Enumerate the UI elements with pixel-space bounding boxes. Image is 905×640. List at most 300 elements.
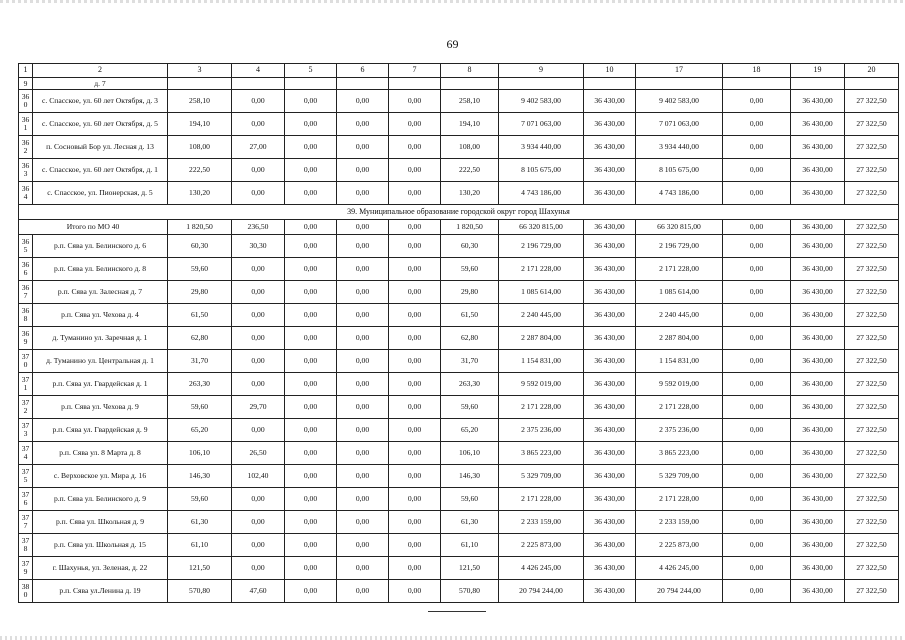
area-cell: 263,30 <box>168 373 232 396</box>
col6-cell: 0,00 <box>337 136 389 159</box>
area-cell: 31,70 <box>168 350 232 373</box>
address-cell: р.п. Сява ул. Чехова д. 4 <box>33 304 168 327</box>
col19-cell: 36 430,00 <box>791 235 845 258</box>
table-row <box>19 159 899 182</box>
col6-cell: 0,00 <box>337 350 389 373</box>
col10-cell: 36 430,00 <box>584 442 636 465</box>
col9-cell: 3 865 223,00 <box>499 442 584 465</box>
col9-cell: 1 085 614,00 <box>499 281 584 304</box>
col17-cell: 9 592 019,00 <box>636 373 723 396</box>
col5-cell: 0,00 <box>285 534 337 557</box>
total-col19-cell: 36 430,00 <box>791 220 845 235</box>
col6-cell: 0,00 <box>337 511 389 534</box>
col7-cell: 0,00 <box>389 396 441 419</box>
row-number-cell: 372 <box>19 396 33 419</box>
col19-cell: 36 430,00 <box>791 557 845 580</box>
col6-cell: 0,00 <box>337 396 389 419</box>
scan-edge-top <box>0 0 905 3</box>
col4-cell: 102,40 <box>232 465 285 488</box>
row-number-cell: 379 <box>19 557 33 580</box>
col18-cell: 0,00 <box>723 113 791 136</box>
area-cell: 59,60 <box>168 488 232 511</box>
col19-cell: 36 430,00 <box>791 281 845 304</box>
col4-cell: 0,00 <box>232 350 285 373</box>
col18-cell: 0,00 <box>723 580 791 603</box>
col6-cell: 0,00 <box>337 557 389 580</box>
area-cell: 106,10 <box>168 442 232 465</box>
col18-cell: 0,00 <box>723 159 791 182</box>
col10-cell: 36 430,00 <box>584 465 636 488</box>
col9-cell: 2 240 445,00 <box>499 304 584 327</box>
col7-cell: 0,00 <box>389 327 441 350</box>
table-row <box>19 327 899 350</box>
col10-cell: 36 430,00 <box>584 258 636 281</box>
table-row <box>19 373 899 396</box>
col19-cell: 36 430,00 <box>791 350 845 373</box>
col20-cell: 27 322,50 <box>845 258 899 281</box>
col17-cell: 9 402 583,00 <box>636 90 723 113</box>
col20-cell: 27 322,50 <box>845 373 899 396</box>
col19-cell: 36 430,00 <box>791 442 845 465</box>
table-row <box>19 442 899 465</box>
col8-cell: 121,50 <box>441 557 499 580</box>
col10-cell: 36 430,00 <box>584 235 636 258</box>
col7-cell: 0,00 <box>389 350 441 373</box>
address-cell: р.п. Сява ул. Гвардейская д. 1 <box>33 373 168 396</box>
col20-cell: 27 322,50 <box>845 235 899 258</box>
col20-cell: 27 322,50 <box>845 465 899 488</box>
col9-cell: 2 225 873,00 <box>499 534 584 557</box>
col19-cell: 36 430,00 <box>791 90 845 113</box>
col4-cell: 47,60 <box>232 580 285 603</box>
col5-cell: 0,00 <box>285 350 337 373</box>
area-cell: 130,20 <box>168 182 232 205</box>
col6-cell: 0,00 <box>337 419 389 442</box>
col7-cell: 0,00 <box>389 580 441 603</box>
col9-cell: 5 329 709,00 <box>499 465 584 488</box>
total-col9-cell: 66 320 815,00 <box>499 220 584 235</box>
col18-cell: 0,00 <box>723 419 791 442</box>
address-cell: р.п. Сява ул. Белинского д. 9 <box>33 488 168 511</box>
col17-cell: 2 240 445,00 <box>636 304 723 327</box>
col5-cell: 0,00 <box>285 580 337 603</box>
col8-cell: 61,10 <box>441 534 499 557</box>
row-number-cell: 365 <box>19 235 33 258</box>
col6-cell: 0,00 <box>337 534 389 557</box>
column-header: 6 <box>337 64 389 78</box>
col17-cell: 1 154 831,00 <box>636 350 723 373</box>
continuation-row <box>19 78 899 90</box>
table-row <box>19 580 899 603</box>
col9-cell: 2 171 228,00 <box>499 258 584 281</box>
col5-cell: 0,00 <box>285 136 337 159</box>
col18-cell: 0,00 <box>723 465 791 488</box>
total-col10-cell: 36 430,00 <box>584 220 636 235</box>
col10-cell: 36 430,00 <box>584 90 636 113</box>
col4-cell: 0,00 <box>232 90 285 113</box>
address-cell: р.п. Сява ул. Школьная д. 15 <box>33 534 168 557</box>
area-cell: 222,50 <box>168 159 232 182</box>
col6-cell: 0,00 <box>337 580 389 603</box>
col19-cell: 36 430,00 <box>791 159 845 182</box>
col4-cell: 0,00 <box>232 557 285 580</box>
area-cell: 65,20 <box>168 419 232 442</box>
col6-cell: 0,00 <box>337 90 389 113</box>
row-number-cell: 361 <box>19 113 33 136</box>
row-number-cell: 368 <box>19 304 33 327</box>
column-header: 19 <box>791 64 845 78</box>
col8-cell: 106,10 <box>441 442 499 465</box>
col20-cell: 27 322,50 <box>845 419 899 442</box>
area-cell: 61,50 <box>168 304 232 327</box>
col9-cell: 3 934 440,00 <box>499 136 584 159</box>
col7-cell: 0,00 <box>389 442 441 465</box>
col17-cell: 3 865 223,00 <box>636 442 723 465</box>
row-number-cell: 9 <box>19 78 33 90</box>
table-row <box>19 281 899 304</box>
col7-cell: 0,00 <box>389 419 441 442</box>
col5-cell: 0,00 <box>285 327 337 350</box>
col8-cell: 59,60 <box>441 396 499 419</box>
col9-cell: 8 105 675,00 <box>499 159 584 182</box>
col5-cell: 0,00 <box>285 90 337 113</box>
col10-cell: 36 430,00 <box>584 281 636 304</box>
section-header-row <box>19 205 899 220</box>
col18-cell: 0,00 <box>723 373 791 396</box>
col19-cell: 36 430,00 <box>791 511 845 534</box>
col20-cell: 27 322,50 <box>845 442 899 465</box>
col8-cell: 146,30 <box>441 465 499 488</box>
address-cell: р.п. Сява ул. Чехова д. 9 <box>33 396 168 419</box>
col4-cell: 0,00 <box>232 419 285 442</box>
address-cell: с. Спасское, ул. 60 лет Октября, д. 5 <box>33 113 168 136</box>
col19-cell: 36 430,00 <box>791 113 845 136</box>
col8-cell: 263,30 <box>441 373 499 396</box>
col6-cell: 0,00 <box>337 281 389 304</box>
col7-cell: 0,00 <box>389 281 441 304</box>
table-row <box>19 534 899 557</box>
col19-cell: 36 430,00 <box>791 136 845 159</box>
col4-cell: 30,30 <box>232 235 285 258</box>
col8-cell: 65,20 <box>441 419 499 442</box>
col8-cell: 108,00 <box>441 136 499 159</box>
footer-rule <box>428 611 486 612</box>
col10-cell: 36 430,00 <box>584 580 636 603</box>
col5-cell: 0,00 <box>285 258 337 281</box>
col19-cell: 36 430,00 <box>791 182 845 205</box>
address-cell: г. Шахунья, ул. Зеленая, д. 22 <box>33 557 168 580</box>
col7-cell: 0,00 <box>389 557 441 580</box>
col4-cell: 0,00 <box>232 159 285 182</box>
col9-cell: 2 196 729,00 <box>499 235 584 258</box>
col8-cell: 62,80 <box>441 327 499 350</box>
col18-cell: 0,00 <box>723 557 791 580</box>
area-cell: 29,80 <box>168 281 232 304</box>
col7-cell: 0,00 <box>389 258 441 281</box>
column-header: 2 <box>33 64 168 78</box>
col8-cell: 130,20 <box>441 182 499 205</box>
area-cell: 59,60 <box>168 258 232 281</box>
col4-cell: 27,00 <box>232 136 285 159</box>
col20-cell: 27 322,50 <box>845 281 899 304</box>
col5-cell: 0,00 <box>285 159 337 182</box>
area-cell: 59,60 <box>168 396 232 419</box>
col4-cell: 0,00 <box>232 258 285 281</box>
col7-cell: 0,00 <box>389 488 441 511</box>
col10-cell: 36 430,00 <box>584 182 636 205</box>
col6-cell: 0,00 <box>337 373 389 396</box>
col10-cell: 36 430,00 <box>584 113 636 136</box>
row-number-cell: 374 <box>19 442 33 465</box>
row-number-cell: 377 <box>19 511 33 534</box>
address-cell: с. Спасское, ул. Пионерская, д. 5 <box>33 182 168 205</box>
row-number-cell: 367 <box>19 281 33 304</box>
col17-cell: 2 196 729,00 <box>636 235 723 258</box>
col20-cell: 27 322,50 <box>845 90 899 113</box>
column-header: 1 <box>19 64 33 78</box>
col8-cell: 59,60 <box>441 258 499 281</box>
housing-register-table <box>18 63 899 603</box>
col17-cell: 2 171 228,00 <box>636 258 723 281</box>
col20-cell: 27 322,50 <box>845 304 899 327</box>
total-label: Итого по МО 40 <box>19 220 168 235</box>
col10-cell: 36 430,00 <box>584 159 636 182</box>
col5-cell: 0,00 <box>285 373 337 396</box>
col17-cell: 3 934 440,00 <box>636 136 723 159</box>
col10-cell: 36 430,00 <box>584 511 636 534</box>
table-row <box>19 235 899 258</box>
area-cell: 60,30 <box>168 235 232 258</box>
col19-cell: 36 430,00 <box>791 534 845 557</box>
col19-cell: 36 430,00 <box>791 396 845 419</box>
col17-cell: 4 743 186,00 <box>636 182 723 205</box>
column-header: 17 <box>636 64 723 78</box>
col18-cell: 0,00 <box>723 511 791 534</box>
col5-cell: 0,00 <box>285 281 337 304</box>
col4-cell: 29,70 <box>232 396 285 419</box>
col17-cell: 2 287 804,00 <box>636 327 723 350</box>
col5-cell: 0,00 <box>285 511 337 534</box>
col9-cell: 2 171 228,00 <box>499 488 584 511</box>
col17-cell: 8 105 675,00 <box>636 159 723 182</box>
col20-cell: 27 322,50 <box>845 511 899 534</box>
column-header: 20 <box>845 64 899 78</box>
col20-cell: 27 322,50 <box>845 182 899 205</box>
row-number-cell: 364 <box>19 182 33 205</box>
col7-cell: 0,00 <box>389 90 441 113</box>
col10-cell: 36 430,00 <box>584 396 636 419</box>
address-cell: р.п. Сява ул. Школьная д. 9 <box>33 511 168 534</box>
column-header: 3 <box>168 64 232 78</box>
area-cell: 61,30 <box>168 511 232 534</box>
col7-cell: 0,00 <box>389 182 441 205</box>
col18-cell: 0,00 <box>723 327 791 350</box>
col7-cell: 0,00 <box>389 304 441 327</box>
address-cell: р.п. Сява ул. Белинского д. 6 <box>33 235 168 258</box>
column-header: 4 <box>232 64 285 78</box>
scan-edge-bottom <box>0 636 905 640</box>
total-row <box>19 220 899 235</box>
row-number-cell: 380 <box>19 580 33 603</box>
col7-cell: 0,00 <box>389 511 441 534</box>
col7-cell: 0,00 <box>389 159 441 182</box>
area-cell: 62,80 <box>168 327 232 350</box>
row-number-cell: 360 <box>19 90 33 113</box>
address-cell: д. Туманино ул. Центральная д. 1 <box>33 350 168 373</box>
total-area-cell: 1 820,50 <box>168 220 232 235</box>
col20-cell: 27 322,50 <box>845 159 899 182</box>
total-col20-cell: 27 322,50 <box>845 220 899 235</box>
col17-cell: 5 329 709,00 <box>636 465 723 488</box>
col10-cell: 36 430,00 <box>584 350 636 373</box>
col8-cell: 258,10 <box>441 90 499 113</box>
col8-cell: 61,30 <box>441 511 499 534</box>
col20-cell: 27 322,50 <box>845 534 899 557</box>
row-number-cell: 371 <box>19 373 33 396</box>
col19-cell: 36 430,00 <box>791 488 845 511</box>
table-row <box>19 465 899 488</box>
col5-cell: 0,00 <box>285 442 337 465</box>
address-cell: р.п. Сява ул. Залесная д. 7 <box>33 281 168 304</box>
col5-cell: 0,00 <box>285 557 337 580</box>
col9-cell: 2 287 804,00 <box>499 327 584 350</box>
col10-cell: 36 430,00 <box>584 327 636 350</box>
table-row <box>19 350 899 373</box>
row-number-cell: 363 <box>19 159 33 182</box>
total-col17-cell: 66 320 815,00 <box>636 220 723 235</box>
col20-cell: 27 322,50 <box>845 350 899 373</box>
col5-cell: 0,00 <box>285 182 337 205</box>
table-row <box>19 136 899 159</box>
col7-cell: 0,00 <box>389 235 441 258</box>
row-number-cell: 378 <box>19 534 33 557</box>
section-title: 39. Муниципальное образование городской округ город Шахунья <box>19 205 899 220</box>
col17-cell: 4 426 245,00 <box>636 557 723 580</box>
col6-cell: 0,00 <box>337 304 389 327</box>
address-cell: с. Верховское ул. Мира д. 16 <box>33 465 168 488</box>
col18-cell: 0,00 <box>723 281 791 304</box>
col4-cell: 0,00 <box>232 373 285 396</box>
col6-cell: 0,00 <box>337 327 389 350</box>
col20-cell: 27 322,50 <box>845 557 899 580</box>
table-row <box>19 488 899 511</box>
address-cell: д. Туманино ул. Заречная д. 1 <box>33 327 168 350</box>
col8-cell: 31,70 <box>441 350 499 373</box>
col4-cell: 0,00 <box>232 281 285 304</box>
row-number-cell: 373 <box>19 419 33 442</box>
row-number-cell: 362 <box>19 136 33 159</box>
column-header: 7 <box>389 64 441 78</box>
col8-cell: 60,30 <box>441 235 499 258</box>
col8-cell: 59,60 <box>441 488 499 511</box>
col9-cell: 4 743 186,00 <box>499 182 584 205</box>
total-col8-cell: 1 820,50 <box>441 220 499 235</box>
address-cell: п. Сосновый Бор ул. Лесная д. 13 <box>33 136 168 159</box>
col4-cell: 0,00 <box>232 511 285 534</box>
area-cell: 194,10 <box>168 113 232 136</box>
area-cell: 61,10 <box>168 534 232 557</box>
row-number-cell: 375 <box>19 465 33 488</box>
col10-cell: 36 430,00 <box>584 534 636 557</box>
col5-cell: 0,00 <box>285 304 337 327</box>
col19-cell: 36 430,00 <box>791 373 845 396</box>
col17-cell: 2 233 159,00 <box>636 511 723 534</box>
area-cell: 570,80 <box>168 580 232 603</box>
address-cell: с. Спасское, ул. 60 лет Октября, д. 3 <box>33 90 168 113</box>
col20-cell: 27 322,50 <box>845 113 899 136</box>
col10-cell: 36 430,00 <box>584 136 636 159</box>
table-row <box>19 258 899 281</box>
column-header: 8 <box>441 64 499 78</box>
table-row <box>19 90 899 113</box>
row-number-cell: 366 <box>19 258 33 281</box>
column-header: 9 <box>499 64 584 78</box>
col20-cell: 27 322,50 <box>845 580 899 603</box>
total-col4-cell: 236,50 <box>232 220 285 235</box>
total-col7-cell: 0,00 <box>389 220 441 235</box>
col7-cell: 0,00 <box>389 373 441 396</box>
col8-cell: 570,80 <box>441 580 499 603</box>
table-row <box>19 557 899 580</box>
table-row <box>19 511 899 534</box>
col17-cell: 7 071 063,00 <box>636 113 723 136</box>
col8-cell: 61,50 <box>441 304 499 327</box>
address-cell: р.п. Сява ул. 8 Марта д. 8 <box>33 442 168 465</box>
col6-cell: 0,00 <box>337 258 389 281</box>
col17-cell: 1 085 614,00 <box>636 281 723 304</box>
col19-cell: 36 430,00 <box>791 304 845 327</box>
address-cell: с. Спасское, ул. 60 лет Октября, д. 1 <box>33 159 168 182</box>
col18-cell: 0,00 <box>723 350 791 373</box>
col19-cell: 36 430,00 <box>791 327 845 350</box>
col17-cell: 20 794 244,00 <box>636 580 723 603</box>
col9-cell: 2 375 236,00 <box>499 419 584 442</box>
table-row <box>19 304 899 327</box>
col7-cell: 0,00 <box>389 465 441 488</box>
col10-cell: 36 430,00 <box>584 419 636 442</box>
col17-cell: 2 375 236,00 <box>636 419 723 442</box>
col19-cell: 36 430,00 <box>791 419 845 442</box>
col20-cell: 27 322,50 <box>845 488 899 511</box>
col5-cell: 0,00 <box>285 419 337 442</box>
area-cell: 146,30 <box>168 465 232 488</box>
total-col6-cell: 0,00 <box>337 220 389 235</box>
col18-cell: 0,00 <box>723 182 791 205</box>
table-row <box>19 396 899 419</box>
area-cell: 121,50 <box>168 557 232 580</box>
col10-cell: 36 430,00 <box>584 373 636 396</box>
column-header: 5 <box>285 64 337 78</box>
col4-cell: 0,00 <box>232 182 285 205</box>
area-cell: 108,00 <box>168 136 232 159</box>
col17-cell: 2 171 228,00 <box>636 396 723 419</box>
column-number-header-row <box>19 64 899 78</box>
area-cell: 258,10 <box>168 90 232 113</box>
col20-cell: 27 322,50 <box>845 396 899 419</box>
col9-cell: 2 171 228,00 <box>499 396 584 419</box>
table-row <box>19 182 899 205</box>
col6-cell: 0,00 <box>337 159 389 182</box>
col20-cell: 27 322,50 <box>845 327 899 350</box>
col5-cell: 0,00 <box>285 465 337 488</box>
col4-cell: 0,00 <box>232 113 285 136</box>
col4-cell: 0,00 <box>232 488 285 511</box>
row-number-cell: 370 <box>19 350 33 373</box>
col19-cell: 36 430,00 <box>791 580 845 603</box>
col9-cell: 4 426 245,00 <box>499 557 584 580</box>
col18-cell: 0,00 <box>723 396 791 419</box>
col18-cell: 0,00 <box>723 90 791 113</box>
